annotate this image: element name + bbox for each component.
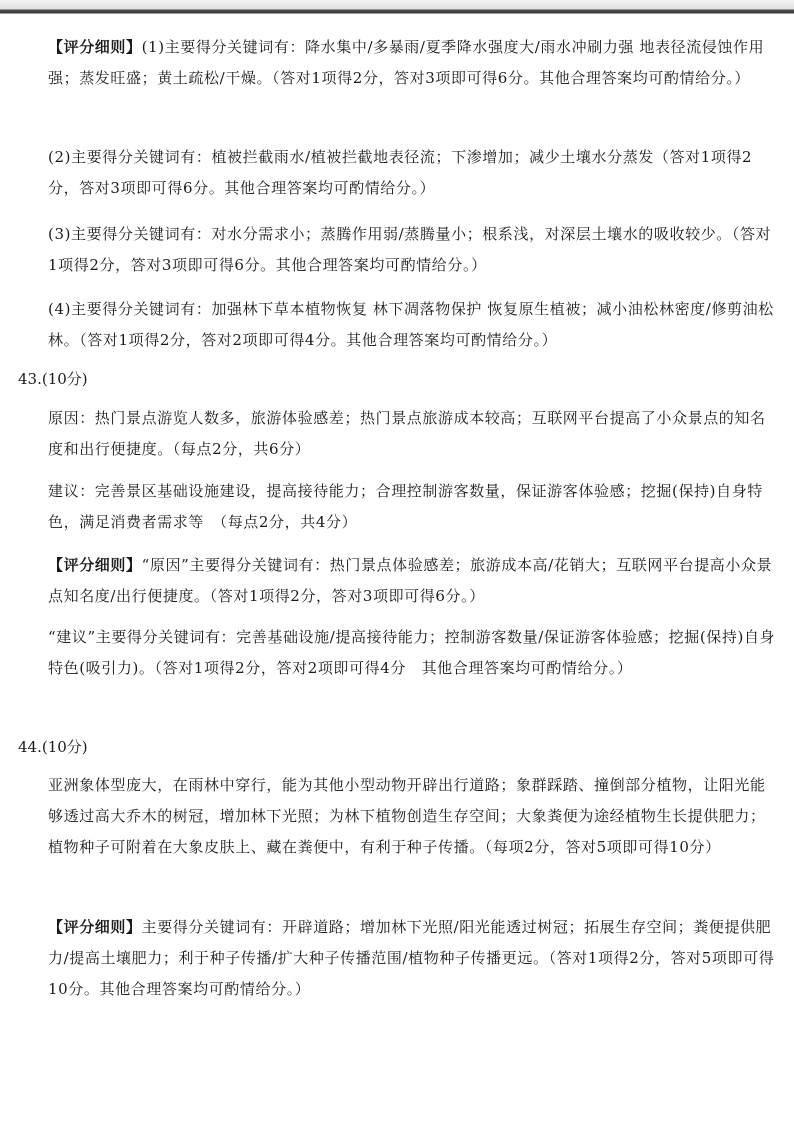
q43-number: 43.(10分): [18, 370, 88, 388]
q43-suggestion: 建议：完善景区基础设施建设，提高接待能力；合理控制游客数量，保证游客体验感；挖掘(保持)自身特色，满足消费者需求等 （每点2分，共4分）: [48, 482, 763, 531]
q42-rule-paragraph-2: (2)主要得分关键词有：植被拦截雨水/植被拦截地表径流；下渗增加；减少土壤水分蒸发（答对1项得2分，答对3项即可得6分。其他合理答案均可酌情给分。）: [48, 148, 753, 197]
q43-rule-paragraph-2: “建议”主要得分关键词有：完善基础设施/提高接待能力；控制游客数量/保证游客体验感；挖掘(保持)自身特色(吸引力)。（答对1项得2分，答对2项即可得4分 其他合理答案均可酌情给分。）: [48, 628, 776, 677]
q42-rule-text-1: (1)主要得分关键词有：降水集中/多暴雨/夏季降水强度大/雨水冲刷力强 地表径流侵蚀作用强；蒸发旺盛；黄土疏松/干燥。（答对1项得2分，答对3项即可得6分。其他合理答案均可酌情给分。）: [48, 38, 765, 87]
q42-rule-paragraph-1: [48, 32, 778, 94]
scoring-rule-tag: 【评分细则】: [48, 38, 142, 56]
q43-rule-paragraph-1: [48, 550, 778, 612]
q44-rule-paragraph: [48, 912, 778, 1005]
scoring-rule-tag: 【评分细则】: [48, 918, 142, 936]
q42-rule-paragraph-3: (3)主要得分关键词有：对水分需求小；蒸腾作用弱/蒸腾量小；根系浅，对深层土壤水的吸收较少。（答对1项得2分，答对3项即可得6分。其他合理答案均可酌情给分。）: [48, 225, 772, 274]
q44-rule-text: 主要得分关键词有：开辟道路；增加林下光照/阳光能透过树冠；拓展生存空间；粪便提供肥力/提高土壤肥力；利于种子传播/扩大种子传播范围/植物种子传播更远。（答对1项得2分，答对5项即可得10分。其他合理答案均可酌情给分。）: [48, 918, 775, 998]
q44-number: 44.(10分): [18, 738, 88, 756]
q43-reason: 原因：热门景点游览人数多，旅游体验感差；热门景点旅游成本较高；互联网平台提高了小众景点的知名度和出行便捷度。（每点2分，共6分）: [48, 409, 766, 458]
q43-rule-text-1: “原因”主要得分关键词有：热门景点体验感差；旅游成本高/花销大；互联网平台提高小众景点知名度/出行便捷度。（答对1项得2分，答对3项即可得6分。）: [48, 556, 773, 605]
scoring-rule-tag: 【评分细则】: [48, 556, 142, 574]
q42-rule-paragraph-4: (4)主要得分关键词有：加强林下草本植物恢复 林下凋落物保护 恢复原生植被；减小油松林密度/修剪油松林。（答对1项得2分，答对2项即可得4分。其他合理答案均可酌情给分。）: [48, 300, 774, 349]
q44-answer: 亚洲象体型庞大，在雨林中穿行，能为其他小型动物开辟出行道路；象群踩踏、撞倒部分植物，让阳光能够透过高大乔木的树冠，增加林下光照；为林下植物创造生存空间；大象粪便为途经植物生长提供肥力；植物种子可附着在大象皮肤上、藏在粪便中，有利于种子传播。（每项2分，答对5项即可得10分）: [48, 776, 766, 856]
